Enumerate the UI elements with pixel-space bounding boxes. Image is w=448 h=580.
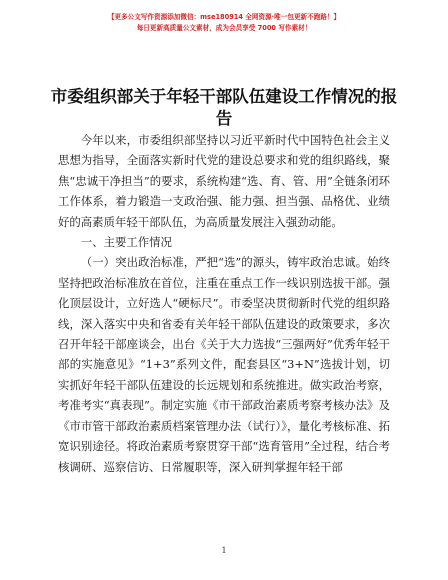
promo-banner-line-2: 每日更新高质量公文素材，成为会员享受 7000 写作素材！ [136,24,312,32]
section-heading: 一、主要工作情况 [80,235,172,250]
page-number: 1 [221,546,227,555]
body-paragraph: （一）突出政治标准，严把“选”的源头，铸牢政治忠诚。始终坚持把政治标准放在首位，注重在重点工作一线识别选拔干部。强化顶层设计，立好选人“硬标尺”。市委坚决贯彻新时代党的组织路线，深入落实中央和省委有关年轻干部队伍建设的政策要求，多次召开年轻干部座谈会，出台《关于大力选拔“三强两好”优秀年轻干部的实施意见》“1+3”系列文件，配套县区“3+N”选拔计划，切实抓好年轻干部队伍建设的长远规划和系统推进。做实政治考察，考准考实“真表现”。制定实施《市干部政治素质考察考核办法》及《市市管干部政治素质档案管理办法（试行）》，量化考核标准、拓宽识别途径。将政治素质考察贯穿干部“选育管用”全过程，结合考核调研、巡察信访、日常履职等，深入研判掌握年轻干部 [58,255,390,474]
document-title: 市委组织部关于年轻干部队伍建设工作情况的报告 [50,87,398,128]
promo-banner [0,12,448,34]
document-body [58,130,390,477]
promo-banner-line-1: 【更多公文写作资源添加微信：mse180914 全网资源·唯一包更新不跑路！】 [107,13,341,21]
intro-paragraph: 今年以来，市委组织部坚持以习近平新时代中国特色社会主义思想为指导，全面落实新时代党的建设总要求和党的组织路线，聚焦“忠诚干净担当”的要求，系统构建“选、育、管、用”全链条闭环工作体系，着力锻造一支政治强、能力强、担当强、品格优、业绩好的高素质年轻干部队伍，为高质量发展注入强劲动能。 [58,133,390,229]
